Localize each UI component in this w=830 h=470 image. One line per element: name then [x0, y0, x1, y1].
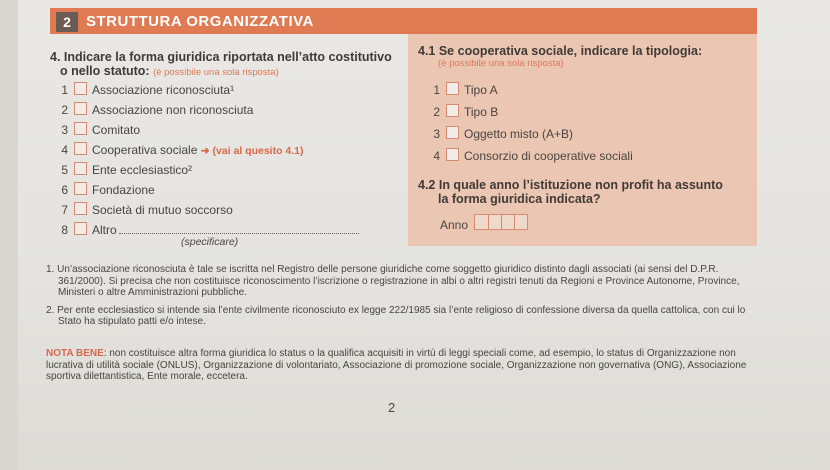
- footnotes: [46, 264, 768, 334]
- q41-option-2[interactable]: [426, 104, 498, 119]
- checkbox[interactable]: [446, 82, 459, 95]
- checkbox[interactable]: [74, 82, 87, 95]
- year-input-boxes[interactable]: [474, 214, 528, 230]
- question-4-1-hint: (è possibile una sola risposta): [438, 58, 564, 69]
- question-4-hint: (è possibile una sola risposta): [153, 67, 279, 78]
- option-number: 1: [433, 83, 440, 97]
- option-number: 3: [61, 123, 68, 137]
- option-number: 8: [61, 223, 68, 237]
- q4-option-6[interactable]: [54, 182, 155, 197]
- checkbox[interactable]: [74, 182, 87, 195]
- q4-option-5[interactable]: [54, 162, 192, 177]
- question-4: [50, 50, 395, 80]
- q41-option-1[interactable]: [426, 82, 498, 97]
- goto-question-note: ➜ (vai al quesito 4.1): [200, 145, 304, 157]
- checkbox[interactable]: [446, 126, 459, 139]
- page-number: 2: [388, 400, 396, 415]
- question-4-title-line1: 4. Indicare la forma giuridica riportata nell’atto costitutivo: [50, 50, 392, 64]
- option-number: 2: [433, 105, 440, 119]
- footnote-1: 1. Un’associazione riconosciuta è tale se iscritta nel Registro delle persone giuridiche come soggetto giuridico distinto dagli associati (ai sensi del D.P.R. 361/2000). Si precisa che non costituisce riconoscimento l’iscrizione o registrazione in albi o altri registri tenuti da Regioni e Province Autonome, Province, Ministeri o altre Amministrazioni pubbliche.: [46, 264, 740, 298]
- option-label: Fondazione: [92, 183, 155, 197]
- option-label: Tipo B: [464, 105, 499, 119]
- checkbox[interactable]: [74, 162, 87, 175]
- option-label: Comitato: [92, 123, 141, 137]
- question-4-1-title: 4.1 Se cooperativa sociale, indicare la tipologia:: [418, 44, 703, 58]
- option-label: Associazione riconosciuta¹: [92, 83, 235, 97]
- option-label: Società di mutuo soccorso: [92, 203, 233, 217]
- section-title: STRUTTURA ORGANIZZATIVA: [86, 13, 314, 30]
- question-4-2: [418, 178, 738, 206]
- option-label: Consorzio di cooperative sociali: [464, 149, 633, 163]
- checkbox[interactable]: [446, 148, 459, 161]
- q4-option-1[interactable]: [54, 82, 234, 97]
- option-label: Tipo A: [464, 83, 498, 97]
- checkbox[interactable]: [446, 104, 459, 117]
- option-label: Altro: [92, 223, 117, 237]
- option-number: 3: [433, 127, 440, 141]
- question-4-2-title-line1: 4.2 In quale anno l’istituzione non profit ha assunto: [418, 178, 723, 192]
- option-number: 5: [61, 163, 68, 177]
- anno-label: Anno: [440, 218, 469, 232]
- nota-bene-label: NOTA BENE: [46, 348, 104, 359]
- checkbox[interactable]: [74, 142, 87, 155]
- specify-line[interactable]: [119, 233, 359, 234]
- question-4-1: [418, 44, 748, 69]
- option-label: Associazione non riconosciuta: [92, 103, 254, 117]
- q4-option-4[interactable]: [54, 142, 304, 157]
- checkbox[interactable]: [74, 102, 87, 115]
- checkbox[interactable]: [74, 122, 87, 135]
- option-label: Ente ecclesiastico²: [92, 163, 193, 177]
- option-number: 7: [61, 203, 68, 217]
- nota-bene-text: : non costituisce altra forma giuridica lo status o la qualifica acquisiti in virtù di leggi speciali come, ad esempio, lo status di Organizzazione non lucrativa di utilità sociale (ONLUS), Organizzazione di volontariato, Associazione di promozione sociale, Organizzazione non governativa (ONG), Associazione sportiva dilettantistica, Ente morale, eccetera.: [46, 348, 747, 382]
- q41-option-3[interactable]: [426, 126, 573, 141]
- q41-option-4[interactable]: [426, 148, 633, 163]
- nota-bene: [46, 348, 768, 383]
- section-number: 2: [56, 12, 78, 32]
- specificare-label: (specificare): [181, 236, 239, 248]
- q4-option-7[interactable]: [54, 202, 233, 217]
- question-4-2-title-line2: la forma giuridica indicata?: [438, 192, 601, 206]
- question-4-2-title: [418, 178, 738, 206]
- checkbox[interactable]: [74, 222, 87, 235]
- option-label: Cooperativa sociale: [92, 143, 198, 157]
- question-4-title: [50, 50, 395, 80]
- question-4-title-line2: o nello statuto:: [60, 64, 150, 78]
- footnote-2: 2. Per ente ecclesiastico si intende sia l’ente civilmente riconosciuto ex legge 222/1985 sia l’ente religioso di confessione diversa da quella cattolica, con cui lo Stato ha stipulato patti e/o intese.: [46, 304, 746, 327]
- q4-option-3[interactable]: [54, 122, 140, 137]
- option-number: 2: [61, 103, 68, 117]
- option-number: 1: [61, 83, 68, 97]
- option-label: Oggetto misto (A+B): [464, 127, 574, 141]
- option-number: 4: [433, 149, 440, 163]
- option-number: 6: [61, 183, 68, 197]
- checkbox[interactable]: [74, 202, 87, 215]
- option-number: 4: [61, 143, 68, 157]
- q4-option-2[interactable]: [54, 102, 253, 117]
- q4-option-8[interactable]: [54, 222, 359, 237]
